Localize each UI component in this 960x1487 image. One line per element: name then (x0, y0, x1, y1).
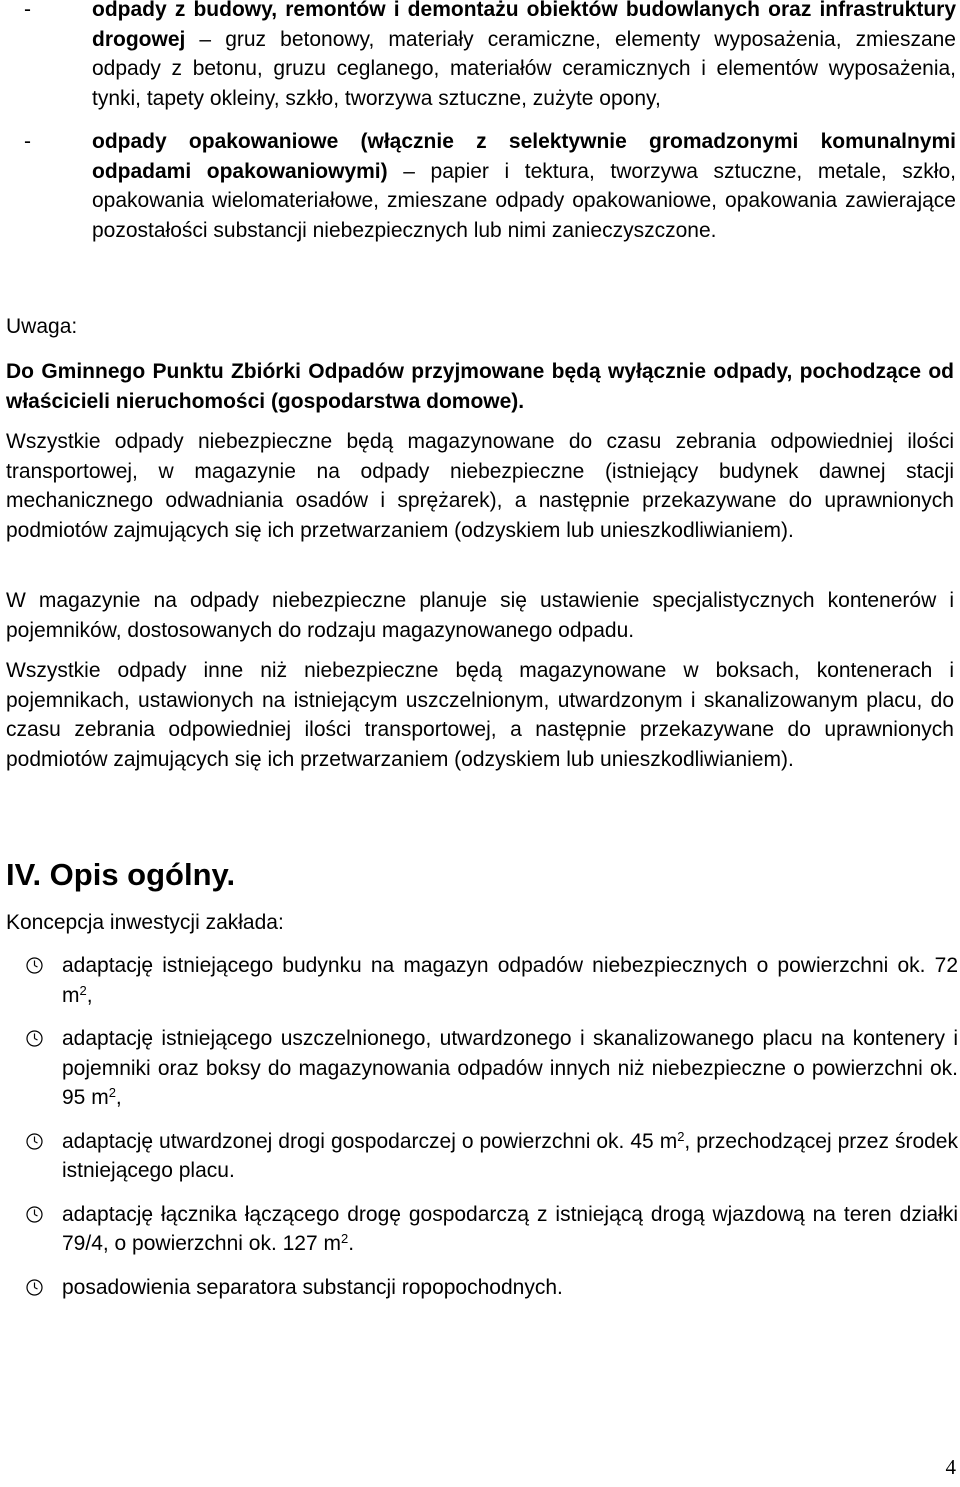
paragraph: Wszystkie odpady niebezpieczne będą magazynowane do czasu zebrania odpowiedniej ilości transportowej, w magazynie na odpady niebezpieczne (istniejący budynek dawnej stacji mechanicznego odwadniania osadów i sprężarek), a następnie przekazywane do uprawnionych podmiotów zajmujących się ich przetwarzaniem (odzyskiem lub unieszkodliwianiem). (6, 430, 954, 542)
list-item (6, 0, 956, 113)
list-item-rest: – gruz betonowy, materiały ceramiczne, elementy wyposażenia, zmieszane odpady z betonu, gruzu ceglanego, materiałów ceramicznych i elementów wyposażenia, tynki, tapety okleiny, szkło, tworzywa sztuczne, zużyte opony, (92, 27, 956, 110)
clock-icon (26, 1133, 43, 1150)
list-dash: - (24, 0, 31, 21)
note-label: Uwaga: (6, 315, 78, 338)
superscript: 2 (341, 1231, 349, 1246)
list-item-tail: , przechodzącej przez środek istniejącego placu. (62, 1129, 958, 1182)
list-item-text: adaptację utwardzonej drogi gospodarczej o powierzchni ok. 45 m (62, 1129, 678, 1153)
list-item-text: posadowienia separatora substancji ropopochodnych. (62, 1275, 563, 1299)
page-number: 4 (945, 1455, 956, 1479)
list-item-text: adaptację łącznika łączącego drogę gospodarczą z istniejącą drogą wjazdową na teren działki 79/4, o powierzchni ok. 127 m (62, 1202, 958, 1255)
section-lead: Koncepcja inwestycji zakłada: (6, 911, 284, 934)
superscript: 2 (677, 1128, 685, 1144)
note-text: Do Gminnego Punktu Zbiórki Odpadów przyjmowane będą wyłącznie odpady, pochodzące od właścicieli nieruchomości (gospodarstwa domowe). (6, 360, 954, 413)
list-item-text (92, 0, 956, 113)
clock-icon (26, 1279, 43, 1296)
clock-icon (26, 1206, 43, 1223)
clock-icon (26, 957, 43, 974)
paragraph: Wszystkie odpady inne niż niebezpieczne będą magazynowane w boksach, kontenerach i pojemnikach, ustawionych na istniejącym uszczelnionym, utwardzonym i skanalizowanym placu, do czasu zebrania odpowiedniej ilości transportowej, a następnie przekazywane do uprawnionych podmiotów zajmujących się ich przetwarzaniem (odzyskiem lub unieszkodliwianiem). (6, 659, 954, 771)
list-item-bold: odpady z budowy, remontów i demontażu obiektów budowlanych oraz infrastruktury drogowej (92, 0, 956, 51)
superscript: 2 (108, 1085, 116, 1100)
list-item-text (92, 127, 956, 245)
list-item-text: adaptację istniejącego uszczelnionego, utwardzonego i skanalizowanego placu na kontenery i pojemniki oraz boksy do magazynowania odpadów innych niż niebezpieczne o powierzchni ok. 95 m (62, 1027, 958, 1109)
list-item (6, 1273, 958, 1303)
list-item-tail: , (86, 983, 93, 1007)
list-item (6, 1127, 958, 1186)
list-item-text: adaptację istniejącego budynku na magazyn odpadów niebezpiecznych o powierzchni ok. 72 m (62, 954, 958, 1007)
list-item-tail: . (348, 1232, 355, 1255)
list-item (6, 1200, 958, 1259)
list-item-tail: , (115, 1086, 122, 1109)
paragraph: W magazynie na odpady niebezpieczne planuje się ustawienie specjalistycznych kontenerów i pojemników, dostosowanych do rodzaju magazynowanego odpadu. (6, 589, 954, 642)
list-item (6, 951, 958, 1010)
list-item-rest: – papier i tektura, tworzywa sztuczne, metale, szkło, opakowania wielomateriałowe, zmieszane odpady opakowaniowe, opakowania zawierające pozostałości substancji niebezpiecznych lub nimi zanieczyszczone. (92, 159, 956, 242)
investment-list (6, 951, 958, 1316)
list-dash: - (24, 130, 31, 153)
clock-icon (26, 1030, 43, 1047)
list-item (6, 127, 956, 245)
section-heading: IV. Opis ogólny. (6, 857, 236, 892)
waste-type-list (6, 0, 956, 245)
superscript: 2 (79, 982, 87, 998)
list-item-bold: odpady opakowaniowe (włącznie z selektywnie gromadzonymi komunalnymi odpadami opakowaniowymi) (92, 130, 956, 183)
list-item (6, 1024, 958, 1113)
